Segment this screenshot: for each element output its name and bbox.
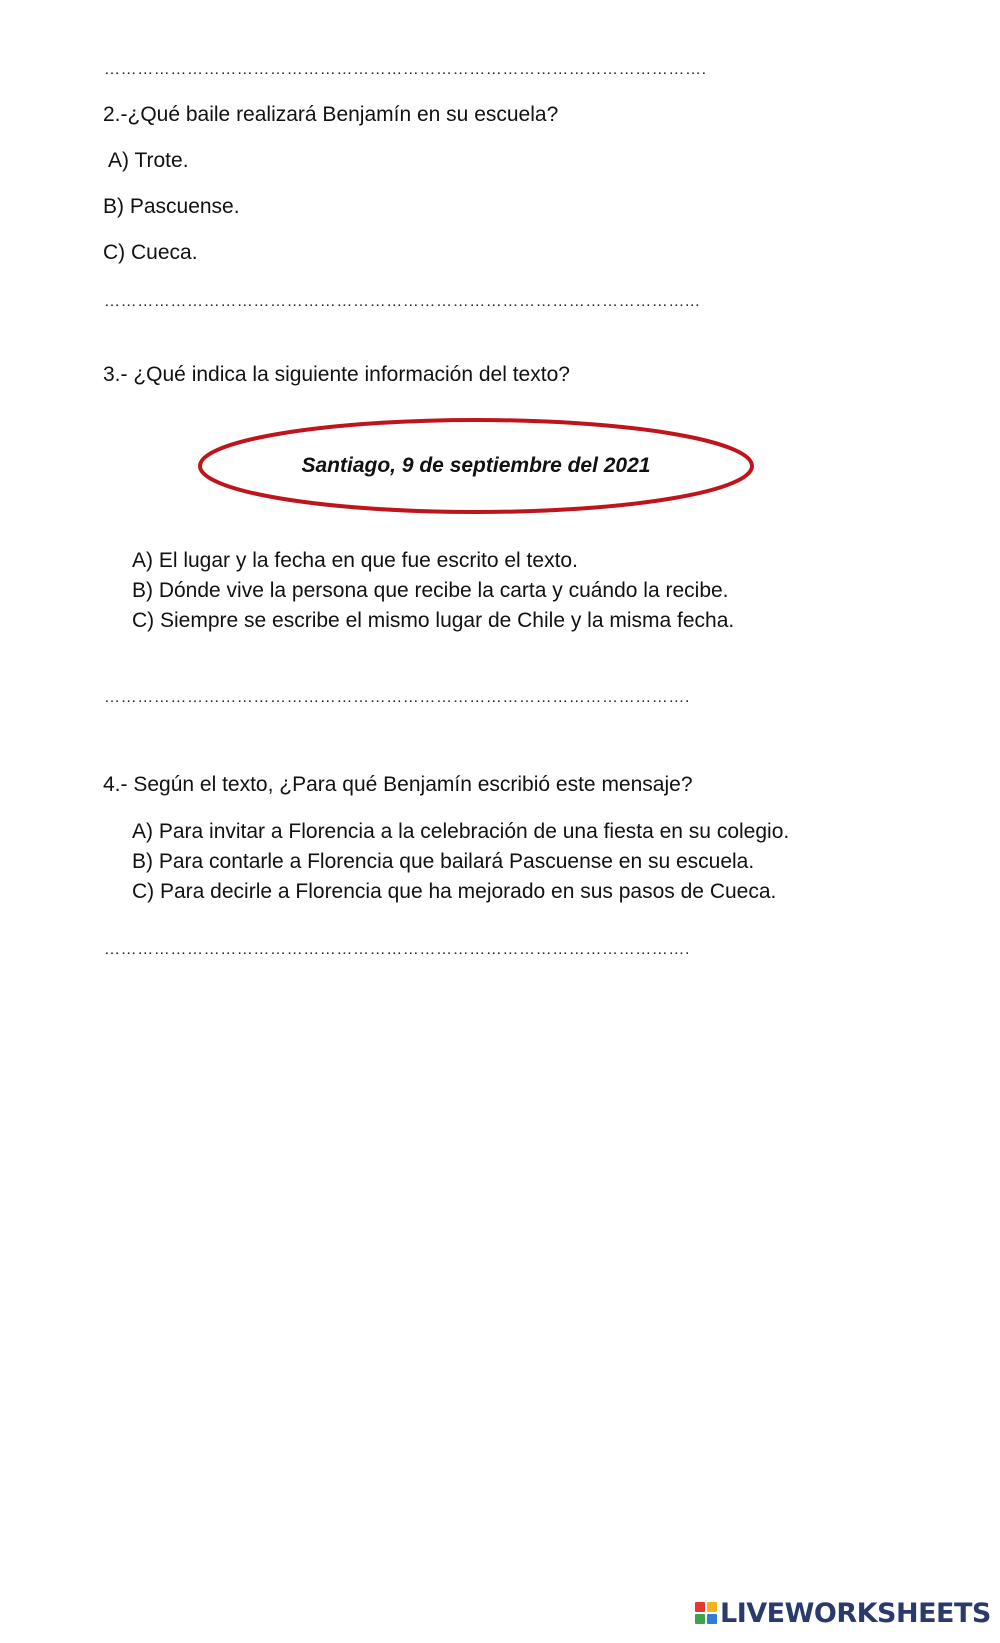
answer-line[interactable]: ……………………………………………………………………………………………. <box>104 941 691 958</box>
question-4-option-a[interactable]: A) Para invitar a Florencia a la celebración de una fiesta en su colegio. <box>132 820 790 843</box>
highlight-oval <box>196 416 756 516</box>
question-4-prompt: 4.- Según el texto, ¿Para qué Benjamín escribió este mensaje? <box>103 773 693 796</box>
question-3-option-b[interactable]: B) Dónde vive la persona que recibe la carta y cuándo la recibe. <box>132 579 729 602</box>
question-2-option-b[interactable]: B) Pascuense. <box>103 195 240 218</box>
question-2-option-a[interactable]: A) Trote. <box>108 149 189 172</box>
answer-line[interactable]: ………………………………………………………………………………………………. <box>104 61 707 78</box>
liveworksheets-logo <box>695 1596 991 1630</box>
question-2-prompt: 2.-¿Qué baile realizará Benjamín en su escuela? <box>103 103 559 126</box>
question-3-option-a[interactable]: A) El lugar y la fecha en que fue escrito el texto. <box>132 549 578 572</box>
answer-line[interactable]: ……………………………………………………………………………………………... <box>104 293 701 310</box>
question-3-prompt: 3.- ¿Qué indica la siguiente información del texto? <box>103 363 570 386</box>
question-2-option-c[interactable]: C) Cueca. <box>103 241 198 264</box>
question-4-option-b[interactable]: B) Para contarle a Florencia que bailará Pascuense en su escuela. <box>132 850 755 873</box>
logo-mark-icon <box>695 1602 717 1624</box>
question-4-option-c[interactable]: C) Para decirle a Florencia que ha mejorado en sus pasos de Cueca. <box>132 880 777 903</box>
question-3-option-c[interactable]: C) Siempre se escribe el mismo lugar de Chile y la misma fecha. <box>132 609 735 632</box>
logo-text: LIVEWORKSHEETS <box>720 1597 991 1629</box>
highlight-date: Santiago, 9 de septiembre del 2021 <box>301 454 651 477</box>
answer-line[interactable]: ……………………………………………………………………………………………. <box>104 689 691 706</box>
